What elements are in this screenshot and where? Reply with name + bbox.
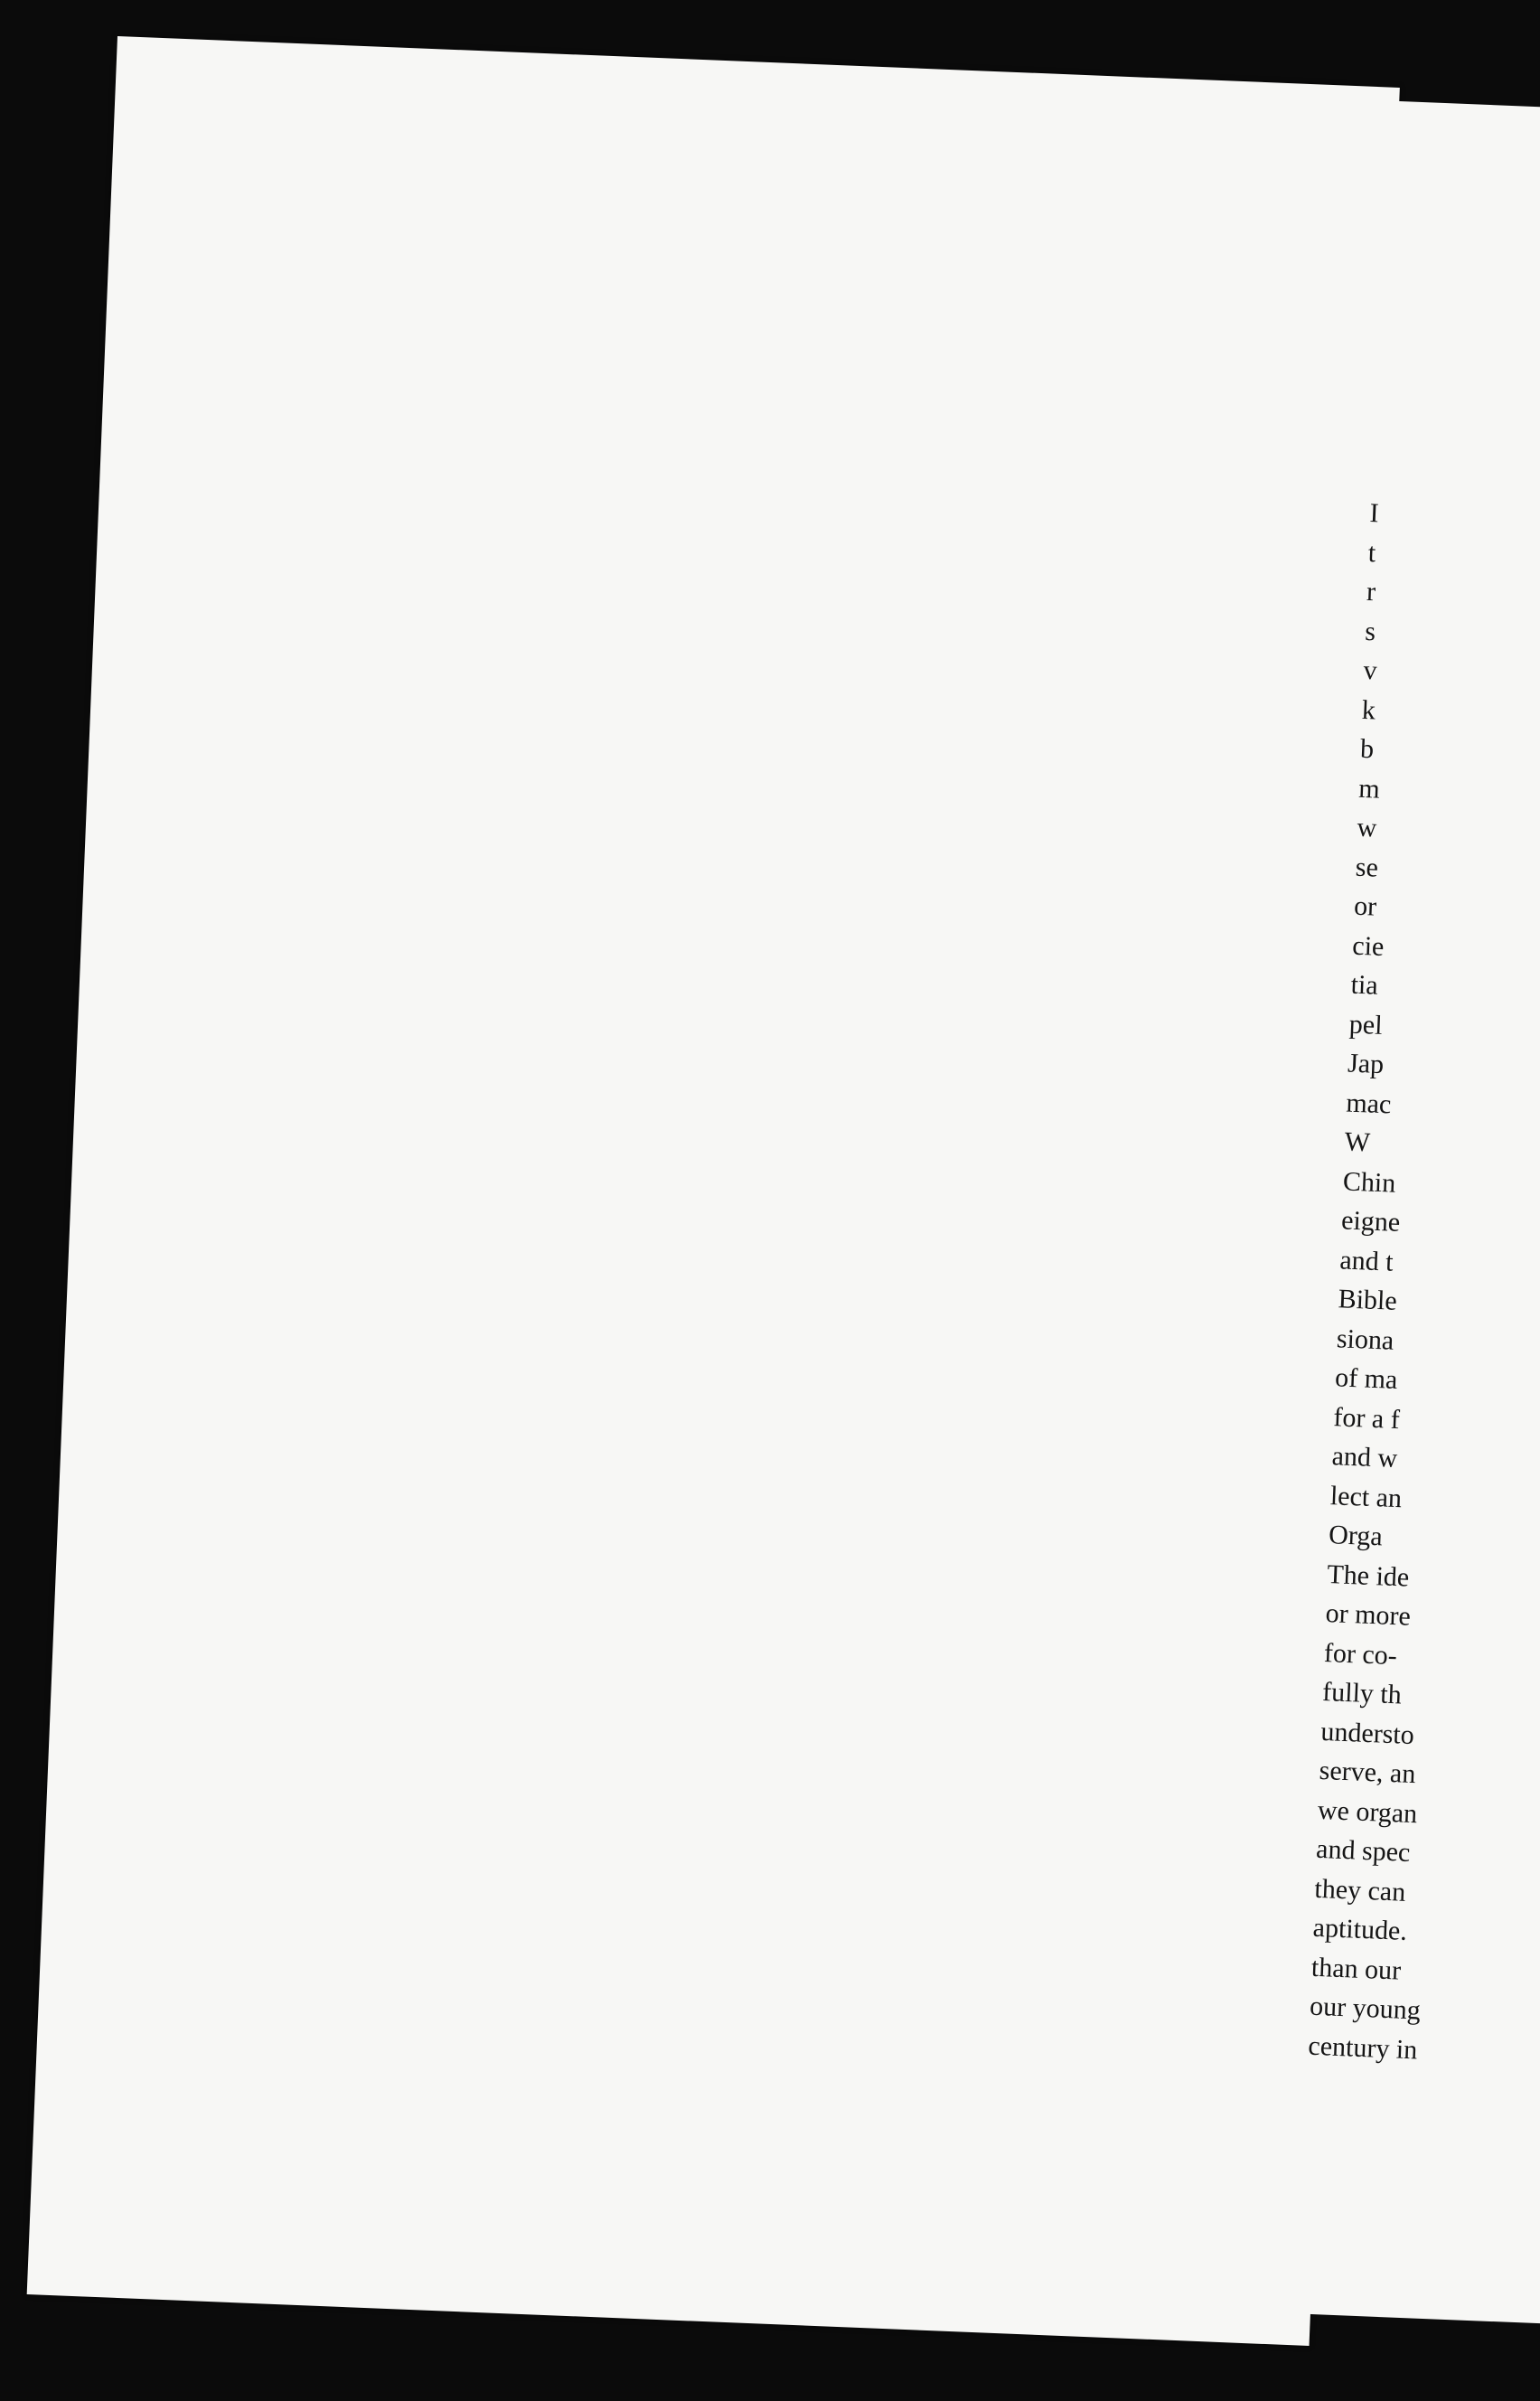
right-page-line: serve, an [1319,1755,1416,1790]
right-page-line: aptitude. [1312,1912,1408,1946]
right-page-line: lect an [1329,1480,1403,1513]
right-page-line: of ma [1334,1362,1398,1395]
right-page-line: and t [1338,1244,1394,1277]
right-page-line: and w [1331,1441,1398,1474]
right-page-line: k [1361,694,1376,725]
right-page-line: t [1367,537,1376,568]
right-page-line: or more [1325,1598,1412,1632]
right-page-line: or [1353,890,1377,922]
right-page-line: I [1368,498,1380,529]
right-page-line: siona [1336,1323,1394,1356]
right-page-line: b [1359,733,1375,765]
right-page-line: they can [1313,1873,1406,1907]
right-page-line: se [1355,852,1379,883]
right-page-line: Jap [1347,1048,1385,1080]
right-page-line: fully th [1321,1676,1403,1710]
right-page-line: for a f [1332,1401,1401,1435]
right-page-line: mac [1345,1087,1393,1119]
paragraph-3 [246,222,1284,264]
right-page-line: W [1344,1126,1371,1158]
right-page-line: s [1364,616,1376,646]
right-page-line: our young [1309,1991,1422,2026]
right-page-line: Orga [1328,1520,1384,1552]
right-page-line: tia [1350,969,1379,1001]
right-page-line: Bible [1338,1284,1398,1316]
right-page-line: understo [1319,1716,1415,1750]
right-page-line: eigne [1340,1205,1401,1238]
right-page-line: and spec [1315,1833,1412,1868]
paragraph-2 [246,222,1284,264]
right-page-line: v [1363,654,1378,686]
right-page-line: century in [1307,2030,1418,2065]
left-page [27,36,1403,2346]
right-page-line: cie [1351,930,1385,962]
right-page-line: w [1357,812,1378,843]
right-page-line: for co- [1323,1637,1398,1671]
right-page-line: we organ [1317,1794,1418,1829]
right-page-line: m [1357,773,1381,805]
right-page-line: than our [1310,1952,1402,1986]
right-page-line: pel [1348,1009,1384,1040]
right-page-line: Chin [1342,1165,1396,1199]
right-page-line: r [1366,576,1376,607]
right-page-line: The ide [1326,1558,1410,1593]
